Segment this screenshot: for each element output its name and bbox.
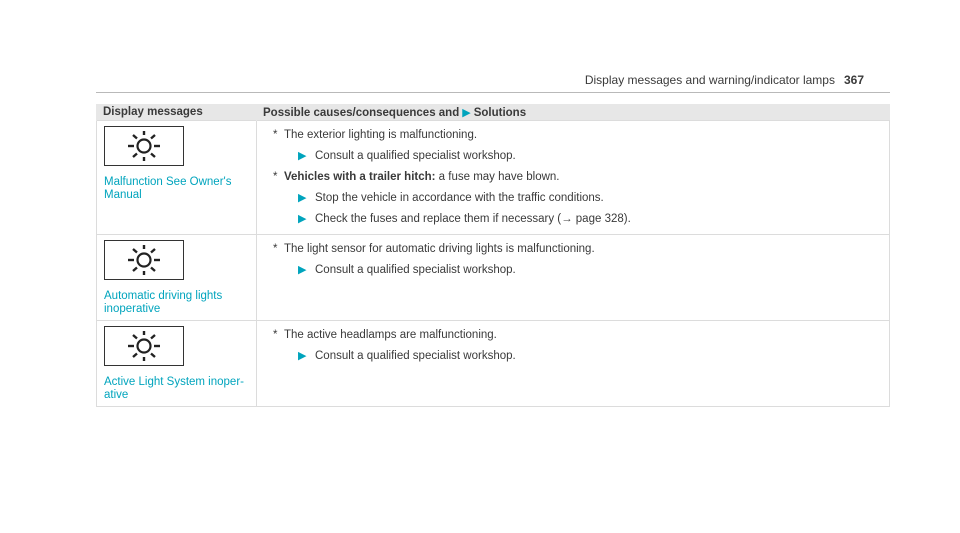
display-message-text: Automatic driving lights inoperative — [104, 290, 223, 315]
arrow-right-icon: ▶ — [462, 106, 471, 119]
exterior-lighting-malfunction-icon — [104, 240, 184, 280]
page-reference-link[interactable]: Check the fuses and replace them if necessary (→ page 328). — [315, 213, 631, 225]
action-arrow-icon: ▶ — [298, 350, 307, 362]
solution-step: ▶ Consult a qualified specialist workshop. — [298, 264, 516, 276]
table-row — [97, 321, 890, 407]
display-message-text: Active Light System inoper- ative — [104, 376, 244, 401]
cause-item: * The active headlamps are malfunctioning. — [273, 329, 497, 341]
solution-step: ▶ Consult a qualified specialist workshop. — [298, 350, 516, 362]
solution-step: ▶ Consult a qualified specialist workshop. — [298, 150, 516, 162]
cause-item: * The exterior lighting is malfunctioning. — [273, 129, 478, 141]
cause-item: * Vehicles with a trailer hitch: a fuse may have blown. — [273, 171, 560, 183]
display-message-cell — [97, 235, 257, 321]
exterior-lighting-malfunction-icon — [104, 126, 184, 166]
action-arrow-icon: ▶ — [298, 192, 307, 204]
causes-solutions-cell — [257, 321, 890, 407]
running-header — [585, 73, 864, 87]
causes-solutions-cell — [257, 235, 890, 321]
solution-step — [298, 213, 879, 226]
column-header-causes: Possible causes/consequences and — [263, 106, 460, 119]
display-message-text: Malfunction See Owner's Manual — [104, 176, 232, 201]
table-row — [97, 121, 890, 235]
causes-solutions-cell — [257, 121, 890, 235]
exterior-lighting-malfunction-icon — [104, 326, 184, 366]
action-arrow-icon: ▶ — [298, 213, 307, 225]
column-header-causes-solutions — [257, 104, 890, 121]
column-header-solutions: Solutions — [473, 106, 527, 119]
header-rule — [96, 92, 890, 93]
table-row — [97, 235, 890, 321]
page-number: 367 — [843, 73, 864, 87]
running-header-title: Display messages and warning/indicator lamps — [584, 73, 835, 87]
table-header-row — [97, 104, 890, 121]
cause-item: * The light sensor for automatic driving lights is malfunctioning. — [273, 243, 595, 255]
display-messages-table — [96, 104, 890, 407]
display-message-cell — [97, 121, 257, 235]
solution-step: ▶ Stop the vehicle in accordance with the traffic conditions. — [298, 192, 604, 204]
action-arrow-icon: ▶ — [298, 150, 307, 162]
action-arrow-icon: ▶ — [298, 264, 307, 276]
column-header-display-messages: Display messages — [97, 104, 257, 121]
display-message-cell — [97, 321, 257, 407]
